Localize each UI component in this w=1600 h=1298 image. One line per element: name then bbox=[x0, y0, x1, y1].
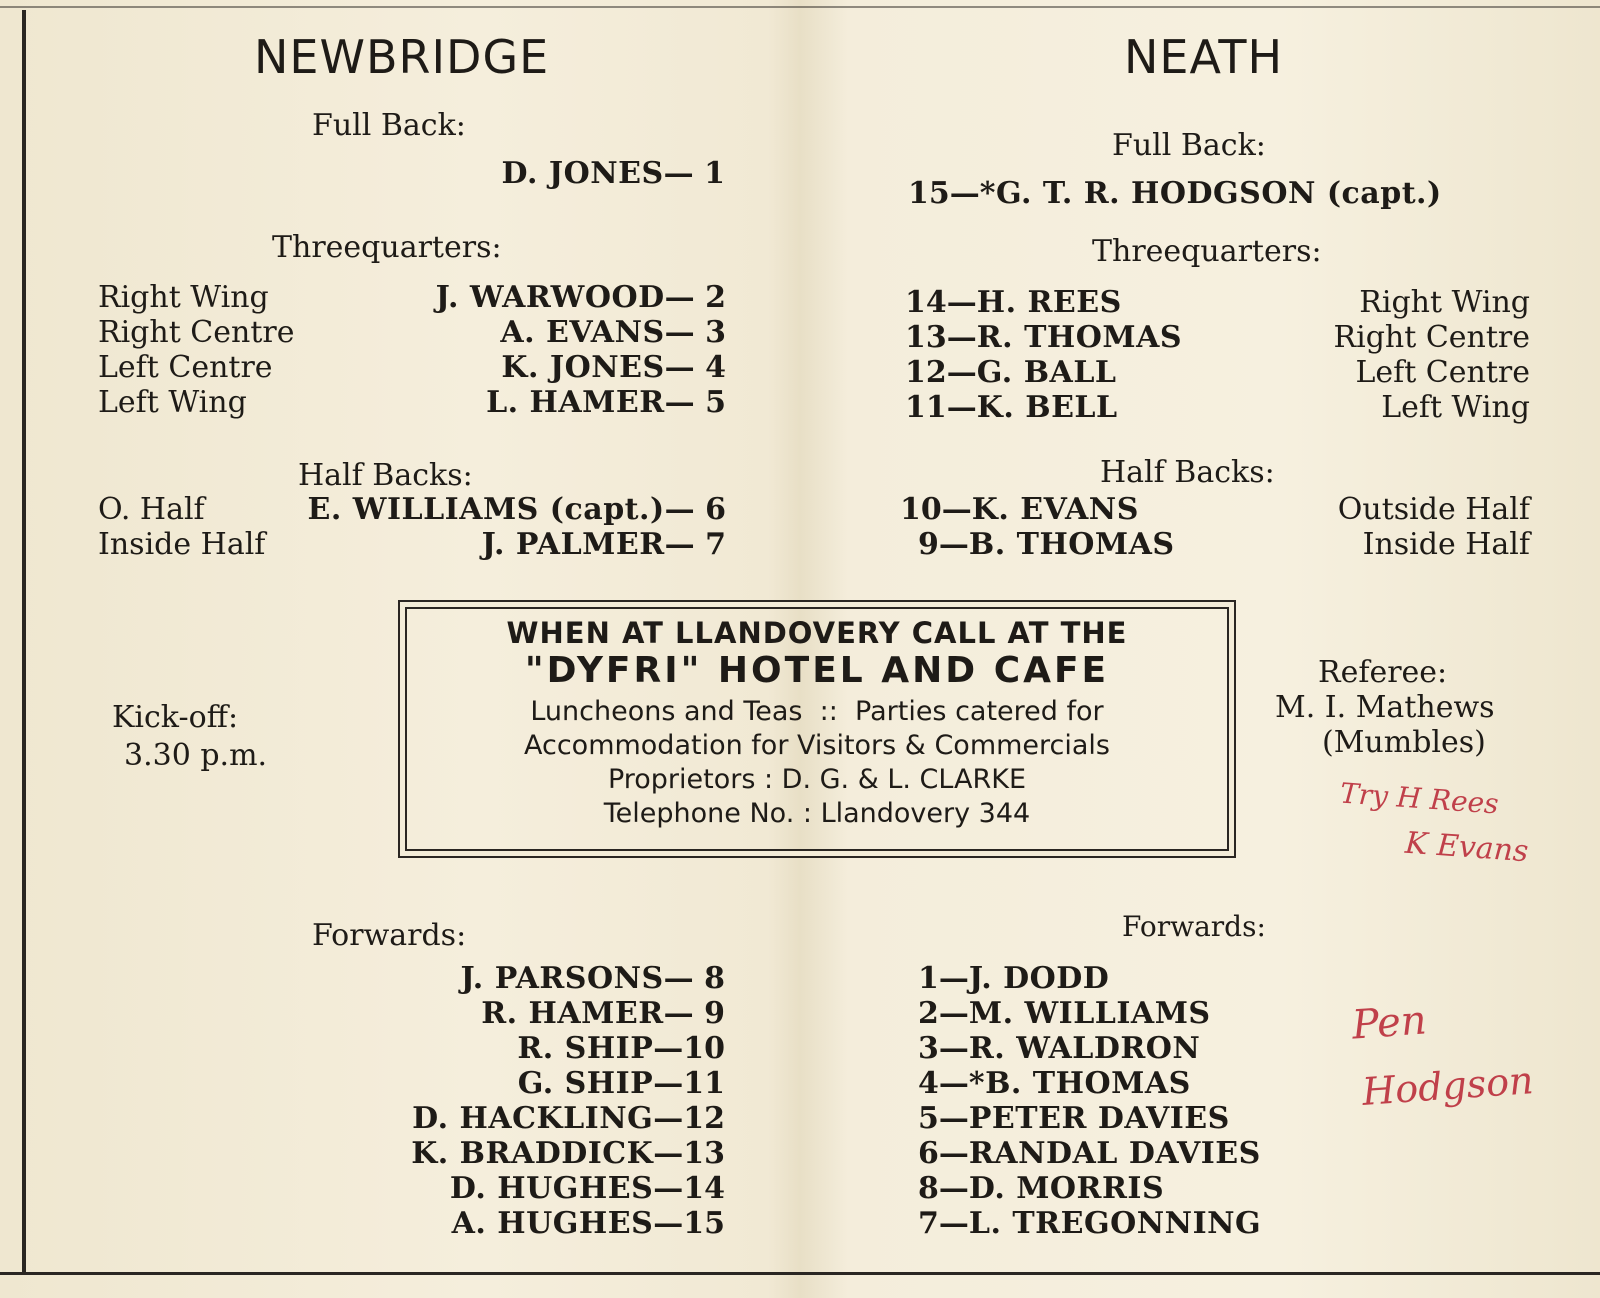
player-name: G. SHIP bbox=[517, 1066, 654, 1101]
player-number: 11— bbox=[905, 390, 977, 425]
table-row bbox=[918, 527, 1530, 562]
player-name: A. HUGHES bbox=[451, 1206, 654, 1241]
neath-full-back-row bbox=[908, 176, 1442, 211]
neath-threequarters-heading: Threequarters: bbox=[1092, 234, 1322, 269]
list-item bbox=[918, 1136, 1261, 1171]
newbridge-full-back-heading: Full Back: bbox=[312, 108, 466, 143]
list-item bbox=[300, 1031, 725, 1066]
player-name: D. HUGHES bbox=[449, 1171, 654, 1206]
player-number: 13— bbox=[905, 320, 977, 355]
advert-line-2: "DYFRI" HOTEL AND CAFE bbox=[524, 650, 1110, 691]
advert-line-4: Accommodation for Visitors & Commercials bbox=[523, 730, 1110, 761]
player-name: H. REES bbox=[976, 285, 1122, 320]
list-item bbox=[918, 1171, 1164, 1206]
list-item bbox=[300, 1171, 725, 1206]
position-label: Inside Half bbox=[1362, 527, 1530, 562]
player-number: 7— bbox=[918, 1206, 969, 1241]
newbridge-forwards-heading: Forwards: bbox=[312, 918, 467, 953]
player-number: 1— bbox=[918, 961, 969, 996]
table-row bbox=[905, 390, 1530, 425]
table-row bbox=[98, 492, 726, 527]
handwritten-note-pen-line1: Pen bbox=[1350, 997, 1429, 1049]
player-name: J. WARWOOD bbox=[435, 280, 665, 315]
position-label: Right Centre bbox=[1333, 320, 1530, 355]
player-name: A. EVANS bbox=[500, 315, 665, 350]
player-name: R. HAMER bbox=[481, 996, 664, 1031]
handwritten-note-try-line2: K Evans bbox=[1403, 825, 1530, 870]
player-number: — 1 bbox=[663, 156, 725, 191]
player-number: —12 bbox=[653, 1101, 725, 1136]
player-number: — 8 bbox=[663, 961, 725, 996]
player-number: — 5 bbox=[664, 385, 726, 420]
table-row bbox=[900, 492, 1530, 527]
table-row bbox=[98, 280, 726, 315]
player-name: K. BELL bbox=[976, 390, 1118, 425]
player-number: 8— bbox=[918, 1171, 969, 1206]
player-number: —15 bbox=[653, 1206, 725, 1241]
player-number: — 2 bbox=[664, 280, 726, 315]
position-label: Left Centre bbox=[1355, 355, 1530, 390]
newbridge-full-back-row bbox=[300, 156, 725, 191]
player-number: 14— bbox=[905, 285, 977, 320]
list-item bbox=[300, 996, 725, 1031]
list-item bbox=[300, 1101, 725, 1136]
player-number: — 9 bbox=[663, 996, 725, 1031]
hotel-advert bbox=[398, 600, 1236, 858]
kickoff-label: Kick-off: bbox=[112, 700, 239, 735]
neath-title: NEATH bbox=[1124, 30, 1284, 84]
table-row bbox=[98, 527, 726, 562]
player-number: 2— bbox=[918, 996, 969, 1031]
player-number: — 4 bbox=[664, 350, 726, 385]
player-number: 12— bbox=[905, 355, 977, 390]
player-number: 10— bbox=[900, 492, 972, 527]
referee-club: (Mumbles) bbox=[1322, 725, 1486, 760]
player-name: R. SHIP bbox=[517, 1031, 654, 1066]
player-name: B. THOMAS bbox=[968, 527, 1175, 562]
player-number: —13 bbox=[653, 1136, 725, 1171]
position-label: O. Half bbox=[98, 492, 205, 527]
player-name: G. BALL bbox=[976, 355, 1117, 390]
position-label: Left Centre bbox=[98, 350, 273, 385]
advert-line-6: Telephone No. : Llandovery 344 bbox=[603, 798, 1031, 829]
player-name: E. WILLIAMS (capt.) bbox=[307, 492, 665, 527]
advert-line-3: Luncheons and Teas :: Parties catered for bbox=[530, 696, 1104, 727]
bottom-border-rule bbox=[0, 1272, 1600, 1275]
table-row bbox=[98, 350, 726, 385]
handwritten-note-try-line1: Try H Rees bbox=[1339, 776, 1500, 821]
list-item bbox=[300, 961, 725, 996]
table-row bbox=[905, 355, 1530, 390]
player-name: L. HAMER bbox=[486, 385, 665, 420]
referee-label: Referee: bbox=[1318, 655, 1448, 690]
player-name: J. PARSONS bbox=[460, 961, 664, 996]
list-item bbox=[918, 1101, 1230, 1136]
player-name: D. JONES bbox=[501, 156, 664, 191]
player-number: — 3 bbox=[664, 315, 726, 350]
player-name: R. THOMAS bbox=[976, 320, 1183, 355]
player-number: 9— bbox=[918, 527, 969, 562]
position-label: Right Wing bbox=[98, 280, 269, 315]
player-name: PETER DAVIES bbox=[968, 1101, 1230, 1136]
player-number: 3— bbox=[918, 1031, 969, 1066]
player-number: 5— bbox=[918, 1101, 969, 1136]
player-number: 4— bbox=[918, 1066, 969, 1101]
left-border-rule bbox=[22, 10, 26, 1274]
list-item bbox=[300, 1136, 725, 1171]
referee-name: M. I. Mathews bbox=[1275, 690, 1495, 725]
player-number: —11 bbox=[653, 1066, 725, 1101]
player-name: K. EVANS bbox=[971, 492, 1139, 527]
newbridge-half-backs-heading: Half Backs: bbox=[298, 458, 473, 493]
player-name: M. WILLIAMS bbox=[968, 996, 1211, 1031]
list-item bbox=[918, 1031, 1200, 1066]
list-item bbox=[918, 1206, 1261, 1241]
player-name: RANDAL DAVIES bbox=[968, 1136, 1261, 1171]
position-label: Left Wing bbox=[98, 385, 247, 420]
table-row bbox=[905, 320, 1530, 355]
player-name: L. TREGONNING bbox=[968, 1206, 1262, 1241]
list-item bbox=[300, 1066, 725, 1101]
player-name: J. PALMER bbox=[481, 527, 665, 562]
list-item bbox=[918, 961, 1109, 996]
kickoff-time: 3.30 p.m. bbox=[124, 738, 268, 773]
player-number: 6— bbox=[918, 1136, 969, 1171]
list-item bbox=[918, 996, 1211, 1031]
player-name: K. JONES bbox=[501, 350, 665, 385]
position-label: Left Wing bbox=[1381, 390, 1530, 425]
list-item bbox=[918, 1066, 1191, 1101]
player-number: —10 bbox=[653, 1031, 725, 1066]
neath-forwards-heading: Forwards: bbox=[1122, 910, 1266, 943]
newbridge-title: NEWBRIDGE bbox=[254, 30, 550, 84]
player-number: —14 bbox=[653, 1171, 725, 1206]
player-name: D. MORRIS bbox=[968, 1171, 1165, 1206]
position-label: Outside Half bbox=[1337, 492, 1530, 527]
table-row bbox=[98, 315, 726, 350]
player-name: *B. THOMAS bbox=[968, 1066, 1191, 1101]
player-number: — 6 bbox=[664, 492, 726, 527]
neath-full-back-heading: Full Back: bbox=[1112, 128, 1266, 163]
newbridge-threequarters-heading: Threequarters: bbox=[272, 230, 502, 265]
player-number: 15— bbox=[908, 176, 980, 211]
advert-line-1: WHEN AT LLANDOVERY CALL AT THE bbox=[506, 616, 1128, 650]
list-item bbox=[300, 1206, 725, 1241]
handwritten-note-pen-line2: Hodgson bbox=[1360, 1058, 1535, 1114]
player-name: D. HACKLING bbox=[412, 1101, 654, 1136]
player-name: R. WALDRON bbox=[968, 1031, 1201, 1066]
position-label: Inside Half bbox=[98, 527, 266, 562]
position-label: Right Wing bbox=[1359, 285, 1530, 320]
player-number: — 7 bbox=[664, 527, 726, 562]
top-border-rule bbox=[0, 6, 1600, 8]
player-name: *G. T. R. HODGSON (capt.) bbox=[979, 176, 1442, 211]
player-name: K. BRADDICK bbox=[411, 1136, 654, 1171]
advert-line-5: Proprietors : D. G. & L. CLARKE bbox=[607, 764, 1027, 795]
neath-half-backs-heading: Half Backs: bbox=[1100, 455, 1275, 490]
player-name: J. DODD bbox=[968, 961, 1110, 996]
position-label: Right Centre bbox=[98, 315, 295, 350]
table-row bbox=[905, 285, 1530, 320]
table-row bbox=[98, 385, 726, 420]
